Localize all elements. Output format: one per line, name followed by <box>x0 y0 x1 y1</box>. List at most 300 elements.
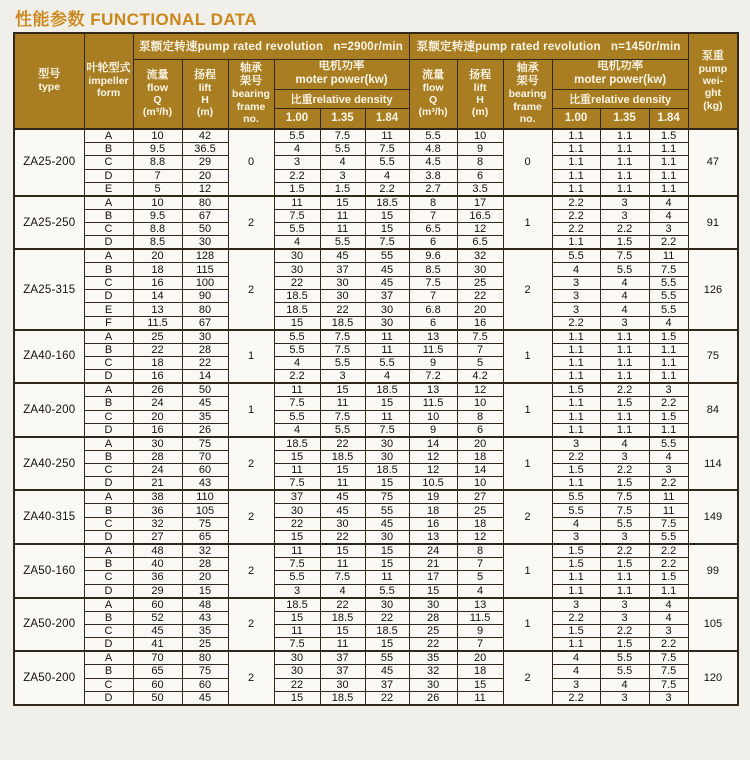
power-2900-cell: 15 <box>365 223 409 236</box>
power-1450-cell: 3 <box>552 276 600 289</box>
power-2900-cell: 5.5 <box>365 584 409 598</box>
col-header-impeller <box>84 33 133 129</box>
power-1450-cell: 1.1 <box>552 584 600 598</box>
power-1450-cell: 4 <box>600 276 649 289</box>
power-2900-cell: 7.5 <box>320 410 365 423</box>
power-1450-cell: 7.5 <box>600 249 649 263</box>
lift-2900-cell: 50 <box>182 383 228 397</box>
table-row <box>14 129 738 143</box>
power-1450-cell: 2.2 <box>552 611 600 624</box>
power-1450-cell: 4 <box>649 450 688 463</box>
power-1450-cell: 3 <box>552 678 600 691</box>
pump-weight-cell: 47 <box>688 129 738 196</box>
flow-1450-cell: 12 <box>409 464 457 477</box>
power-1450-cell: 1.5 <box>600 397 649 410</box>
power-2900-cell: 18.5 <box>365 196 409 210</box>
header-line: frame <box>513 100 542 113</box>
pump-weight-cell: 91 <box>688 196 738 250</box>
power-1450-cell: 3 <box>600 316 649 330</box>
power-1450-cell: 1.1 <box>600 169 649 182</box>
header-line: flow <box>422 81 444 94</box>
power-2900-cell: 18.5 <box>365 624 409 637</box>
table-row <box>14 504 738 517</box>
power-2900-cell: 55 <box>365 504 409 517</box>
flow-1450-cell: 35 <box>409 651 457 665</box>
header-line: lift <box>198 81 212 94</box>
power-2900-cell: 30 <box>365 437 409 451</box>
flow-1450-cell: 14 <box>409 437 457 451</box>
power-2900-cell: 30 <box>320 517 365 530</box>
power-1450-cell: 1.1 <box>649 169 688 182</box>
power-2900-cell: 30 <box>365 598 409 612</box>
lift-2900-cell: 20 <box>182 169 228 182</box>
header-line: 架号 <box>516 75 539 88</box>
lift-1450-cell: 10 <box>457 477 503 491</box>
table-row <box>14 156 738 169</box>
impeller-form-cell: D <box>84 638 133 652</box>
table-row <box>14 423 738 437</box>
col-header-flow-2900 <box>133 59 182 129</box>
power-2900-cell: 30 <box>320 678 365 691</box>
power-2900-cell: 4 <box>274 143 320 156</box>
power-2900-cell: 22 <box>320 303 365 316</box>
lift-1450-cell: 8 <box>457 544 503 558</box>
power-2900-cell: 18.5 <box>365 464 409 477</box>
power-2900-cell: 5.5 <box>274 343 320 356</box>
flow-1450-cell: 11.5 <box>409 397 457 410</box>
power-2900-cell: 45 <box>365 665 409 678</box>
model-cell: ZA40-315 <box>14 490 84 544</box>
bearing-2900-cell: 2 <box>228 437 274 491</box>
header-line: frame <box>236 100 266 113</box>
power-2900-cell: 15 <box>365 397 409 410</box>
flow-2900-cell: 27 <box>133 531 182 545</box>
power-1450-cell: 1.1 <box>552 156 600 169</box>
model-cell: ZA40-160 <box>14 330 84 384</box>
power-1450-cell: 1.1 <box>552 236 600 250</box>
power-1450-cell: 1.5 <box>600 236 649 250</box>
header-line: 扬程 <box>194 68 216 81</box>
flow-1450-cell: 30 <box>409 598 457 612</box>
flow-2900-cell: 26 <box>133 383 182 397</box>
bearing-2900-cell: 1 <box>228 383 274 437</box>
model-cell: ZA50-200 <box>14 598 84 652</box>
flow-2900-cell: 11.5 <box>133 316 182 330</box>
flow-2900-cell: 52 <box>133 611 182 624</box>
power-1450-cell: 1.1 <box>649 423 688 437</box>
lift-1450-cell: 6 <box>457 169 503 182</box>
lift-1450-cell: 15 <box>457 678 503 691</box>
table-row <box>14 182 738 196</box>
lift-2900-cell: 90 <box>182 290 228 303</box>
lift-1450-cell: 8 <box>457 410 503 423</box>
power-2900-cell: 5.5 <box>274 129 320 143</box>
lift-2900-cell: 30 <box>182 330 228 344</box>
impeller-form-cell: D <box>84 691 133 705</box>
lift-2900-cell: 60 <box>182 678 228 691</box>
flow-2900-cell: 38 <box>133 490 182 504</box>
lift-1450-cell: 30 <box>457 263 503 276</box>
lift-2900-cell: 12 <box>182 182 228 196</box>
table-row <box>14 638 738 652</box>
power-2900-cell: 4 <box>320 156 365 169</box>
lift-2900-cell: 36.5 <box>182 143 228 156</box>
table-row <box>14 290 738 303</box>
bearing-2900-cell: 0 <box>228 129 274 196</box>
power-1450-cell: 3 <box>552 303 600 316</box>
power-2900-cell: 55 <box>365 249 409 263</box>
flow-2900-cell: 45 <box>133 624 182 637</box>
power-2900-cell: 7.5 <box>320 129 365 143</box>
pump-weight-cell: 120 <box>688 651 738 705</box>
power-1450-cell: 2.2 <box>552 223 600 236</box>
power-1450-cell: 11 <box>649 504 688 517</box>
header-line: (kg) <box>703 99 723 112</box>
pump-weight-cell: 84 <box>688 383 738 437</box>
lift-2900-cell: 15 <box>182 584 228 598</box>
flow-1450-cell: 26 <box>409 691 457 705</box>
power-2900-cell: 45 <box>365 263 409 276</box>
col-header-type <box>14 33 84 129</box>
flow-1450-cell: 16 <box>409 517 457 530</box>
power-2900-cell: 11 <box>274 544 320 558</box>
power-1450-cell: 1.1 <box>600 571 649 584</box>
power-2900-cell: 3 <box>320 169 365 182</box>
power-1450-cell: 3 <box>649 223 688 236</box>
power-1450-cell: 1.1 <box>552 410 600 423</box>
impeller-form-cell: B <box>84 504 133 517</box>
power-1450-cell: 1.1 <box>552 356 600 369</box>
bearing-1450-cell: 0 <box>503 129 552 196</box>
flow-2900-cell: 8.8 <box>133 223 182 236</box>
flow-1450-cell: 13 <box>409 531 457 545</box>
power-2900-cell: 22 <box>320 437 365 451</box>
power-2900-cell: 11 <box>320 638 365 652</box>
density-value: 1.35 <box>320 108 365 129</box>
power-1450-cell: 3 <box>600 209 649 222</box>
power-1450-cell: 1.5 <box>552 624 600 637</box>
lift-1450-cell: 12 <box>457 223 503 236</box>
flow-1450-cell: 7.5 <box>409 276 457 289</box>
header-line: ght <box>704 87 722 100</box>
power-1450-cell: 2.2 <box>600 383 649 397</box>
lift-2900-cell: 67 <box>182 209 228 222</box>
table-row <box>14 665 738 678</box>
power-2900-cell: 5.5 <box>320 143 365 156</box>
power-2900-cell: 30 <box>274 665 320 678</box>
lift-1450-cell: 7 <box>457 343 503 356</box>
impeller-form-cell: A <box>84 196 133 210</box>
power-2900-cell: 7.5 <box>274 209 320 222</box>
impeller-form-cell: C <box>84 464 133 477</box>
power-2900-cell: 11 <box>365 571 409 584</box>
power-1450-cell: 7.5 <box>600 504 649 517</box>
lift-2900-cell: 100 <box>182 276 228 289</box>
lift-1450-cell: 12 <box>457 531 503 545</box>
lift-1450-cell: 18 <box>457 665 503 678</box>
power-2900-cell: 22 <box>274 678 320 691</box>
power-1450-cell: 2.2 <box>552 450 600 463</box>
power-2900-cell: 15 <box>320 196 365 210</box>
power-2900-cell: 2.2 <box>274 169 320 182</box>
lift-2900-cell: 43 <box>182 611 228 624</box>
power-2900-cell: 7.5 <box>274 397 320 410</box>
flow-2900-cell: 24 <box>133 397 182 410</box>
table-row <box>14 598 738 612</box>
flow-2900-cell: 36 <box>133 571 182 584</box>
flow-1450-cell: 15 <box>409 584 457 598</box>
power-2900-cell: 37 <box>365 678 409 691</box>
power-2900-cell: 18.5 <box>274 598 320 612</box>
impeller-form-cell: B <box>84 450 133 463</box>
power-2900-cell: 22 <box>320 598 365 612</box>
header-line: impeller <box>88 75 129 88</box>
impeller-form-cell: D <box>84 477 133 491</box>
bearing-2900-cell: 2 <box>228 598 274 652</box>
bearing-2900-cell: 2 <box>228 544 274 598</box>
power-1450-cell: 2.2 <box>600 544 649 558</box>
flow-1450-cell: 21 <box>409 558 457 571</box>
power-1450-cell: 7.5 <box>649 665 688 678</box>
flow-1450-cell: 18 <box>409 504 457 517</box>
power-2900-cell: 15 <box>320 383 365 397</box>
lift-1450-cell: 7 <box>457 638 503 652</box>
impeller-form-cell: C <box>84 517 133 530</box>
lift-1450-cell: 6 <box>457 423 503 437</box>
impeller-form-cell: A <box>84 544 133 558</box>
power-1450-cell: 5.5 <box>552 504 600 517</box>
power-2900-cell: 4 <box>365 169 409 182</box>
power-1450-cell: 2.2 <box>552 209 600 222</box>
pump-weight-cell: 105 <box>688 598 738 652</box>
header-row-groups <box>14 33 738 59</box>
power-2900-cell: 30 <box>320 276 365 289</box>
power-1450-cell: 7.5 <box>649 517 688 530</box>
header-line: (m³/h) <box>142 106 173 119</box>
bearing-1450-cell: 2 <box>503 651 552 705</box>
power-2900-cell: 37 <box>274 490 320 504</box>
power-2900-cell: 4 <box>274 356 320 369</box>
pump-weight-cell: 149 <box>688 490 738 544</box>
lift-1450-cell: 25 <box>457 504 503 517</box>
power-1450-cell: 1.1 <box>552 129 600 143</box>
table-row <box>14 490 738 504</box>
power-2900-cell: 22 <box>365 691 409 705</box>
power-1450-cell: 5.5 <box>600 263 649 276</box>
lift-2900-cell: 105 <box>182 504 228 517</box>
col-header-bearing-2900 <box>228 59 274 129</box>
impeller-form-cell: C <box>84 624 133 637</box>
flow-2900-cell: 48 <box>133 544 182 558</box>
impeller-form-cell: B <box>84 343 133 356</box>
flow-1450-cell: 9 <box>409 356 457 369</box>
flow-2900-cell: 65 <box>133 665 182 678</box>
bearing-1450-cell: 1 <box>503 598 552 652</box>
power-2900-cell: 45 <box>320 504 365 517</box>
impeller-form-cell: C <box>84 571 133 584</box>
power-1450-cell: 1.1 <box>600 584 649 598</box>
power-2900-cell: 30 <box>274 263 320 276</box>
power-1450-cell: 1.1 <box>552 330 600 344</box>
lift-2900-cell: 25 <box>182 638 228 652</box>
header-line: 轴承 <box>516 62 539 75</box>
lift-1450-cell: 4 <box>457 584 503 598</box>
col-header-pump-weight <box>688 33 738 129</box>
flow-1450-cell: 13 <box>409 330 457 344</box>
flow-1450-cell: 6 <box>409 316 457 330</box>
table-row <box>14 356 738 369</box>
power-1450-cell: 3 <box>649 624 688 637</box>
lift-1450-cell: 7.5 <box>457 330 503 344</box>
table-row <box>14 678 738 691</box>
power-1450-cell: 5.5 <box>649 276 688 289</box>
power-2900-cell: 11 <box>274 196 320 210</box>
table-row <box>14 397 738 410</box>
impeller-form-cell: C <box>84 223 133 236</box>
power-2900-cell: 11 <box>365 330 409 344</box>
power-2900-cell: 18.5 <box>365 383 409 397</box>
model-cell: ZA50-160 <box>14 544 84 598</box>
header-line: moter power(kw) <box>574 74 667 86</box>
power-1450-cell: 1.1 <box>649 156 688 169</box>
header-line: (m) <box>471 106 489 119</box>
power-1450-cell: 2.2 <box>600 223 649 236</box>
power-2900-cell: 7.5 <box>320 343 365 356</box>
power-1450-cell: 5.5 <box>649 437 688 451</box>
power-2900-cell: 15 <box>274 691 320 705</box>
model-cell: ZA40-250 <box>14 437 84 491</box>
lift-1450-cell: 25 <box>457 276 503 289</box>
lift-1450-cell: 9 <box>457 143 503 156</box>
power-1450-cell: 2.2 <box>600 624 649 637</box>
power-1450-cell: 3 <box>600 450 649 463</box>
impeller-form-cell: E <box>84 182 133 196</box>
power-2900-cell: 1.5 <box>274 182 320 196</box>
header-line: 型号 <box>38 68 61 81</box>
pump-weight-cell: 99 <box>688 544 738 598</box>
header-line: 流量 <box>422 68 445 81</box>
header-line: no. <box>243 112 259 125</box>
flow-2900-cell: 32 <box>133 517 182 530</box>
power-1450-cell: 4 <box>649 316 688 330</box>
flow-1450-cell: 6.5 <box>409 223 457 236</box>
power-2900-cell: 45 <box>365 517 409 530</box>
table-row <box>14 531 738 545</box>
power-2900-cell: 37 <box>320 665 365 678</box>
bearing-2900-cell: 2 <box>228 490 274 544</box>
col-header-flow-1450 <box>409 59 457 129</box>
flow-2900-cell: 9.5 <box>133 209 182 222</box>
power-1450-cell: 1.5 <box>649 410 688 423</box>
impeller-form-cell: A <box>84 249 133 263</box>
power-1450-cell: 1.1 <box>649 143 688 156</box>
lift-1450-cell: 16.5 <box>457 209 503 222</box>
table-row <box>14 691 738 705</box>
power-1450-cell: 11 <box>649 490 688 504</box>
table-row <box>14 370 738 384</box>
flow-2900-cell: 18 <box>133 263 182 276</box>
power-2900-cell: 30 <box>274 504 320 517</box>
table-row <box>14 477 738 491</box>
power-1450-cell: 1.1 <box>600 156 649 169</box>
impeller-form-cell: C <box>84 156 133 169</box>
bearing-2900-cell: 2 <box>228 249 274 329</box>
power-2900-cell: 11 <box>365 129 409 143</box>
lift-1450-cell: 8 <box>457 156 503 169</box>
pump-weight-cell: 114 <box>688 437 738 491</box>
power-1450-cell: 4 <box>649 611 688 624</box>
lift-1450-cell: 10 <box>457 129 503 143</box>
power-1450-cell: 1.1 <box>552 182 600 196</box>
lift-2900-cell: 80 <box>182 651 228 665</box>
power-1450-cell: 4 <box>552 263 600 276</box>
power-2900-cell: 2.2 <box>365 182 409 196</box>
flow-2900-cell: 7 <box>133 169 182 182</box>
impeller-form-cell: B <box>84 611 133 624</box>
lift-2900-cell: 50 <box>182 223 228 236</box>
power-1450-cell: 2.2 <box>552 196 600 210</box>
impeller-form-cell: A <box>84 437 133 451</box>
power-1450-cell: 1.1 <box>649 343 688 356</box>
power-2900-cell: 18.5 <box>320 316 365 330</box>
model-cell: ZA25-200 <box>14 129 84 196</box>
impeller-form-cell: B <box>84 143 133 156</box>
power-2900-cell: 11 <box>274 383 320 397</box>
table-row <box>14 611 738 624</box>
power-1450-cell: 7.5 <box>649 678 688 691</box>
group-header-1450rpm: 泵额定转速pump rated revolution n=1450r/min <box>409 33 688 59</box>
impeller-form-cell: A <box>84 598 133 612</box>
power-1450-cell: 1.1 <box>600 423 649 437</box>
power-2900-cell: 30 <box>274 249 320 263</box>
power-2900-cell: 55 <box>365 651 409 665</box>
flow-2900-cell: 18 <box>133 356 182 369</box>
power-2900-cell: 15 <box>320 464 365 477</box>
flow-1450-cell: 22 <box>409 638 457 652</box>
density-value: 1.00 <box>274 108 320 129</box>
power-1450-cell: 1.5 <box>552 383 600 397</box>
flow-2900-cell: 14 <box>133 290 182 303</box>
flow-1450-cell: 32 <box>409 665 457 678</box>
table-row <box>14 437 738 451</box>
power-1450-cell: 3 <box>552 598 600 612</box>
power-1450-cell: 3 <box>552 290 600 303</box>
impeller-form-cell: D <box>84 236 133 250</box>
power-1450-cell: 2.2 <box>649 397 688 410</box>
header-line: 泵重 <box>701 49 724 62</box>
header-line: type <box>38 81 61 94</box>
power-2900-cell: 15 <box>274 531 320 545</box>
header-line: 叶轮型式 <box>86 62 131 75</box>
power-2900-cell: 11 <box>320 397 365 410</box>
power-2900-cell: 11 <box>274 464 320 477</box>
power-2900-cell: 15 <box>365 544 409 558</box>
density-header-2900: 比重relative density <box>274 89 409 108</box>
flow-1450-cell: 4.5 <box>409 156 457 169</box>
bearing-2900-cell: 2 <box>228 196 274 250</box>
power-1450-cell: 5.5 <box>552 249 600 263</box>
flow-2900-cell: 16 <box>133 423 182 437</box>
lift-1450-cell: 20 <box>457 651 503 665</box>
power-1450-cell: 1.1 <box>649 182 688 196</box>
header-line: bearing <box>508 88 547 101</box>
power-1450-cell: 1.1 <box>600 370 649 384</box>
lift-1450-cell: 4.2 <box>457 370 503 384</box>
power-1450-cell: 5.5 <box>649 290 688 303</box>
power-1450-cell: 1.5 <box>552 464 600 477</box>
power-2900-cell: 11 <box>365 410 409 423</box>
table-row <box>14 330 738 344</box>
